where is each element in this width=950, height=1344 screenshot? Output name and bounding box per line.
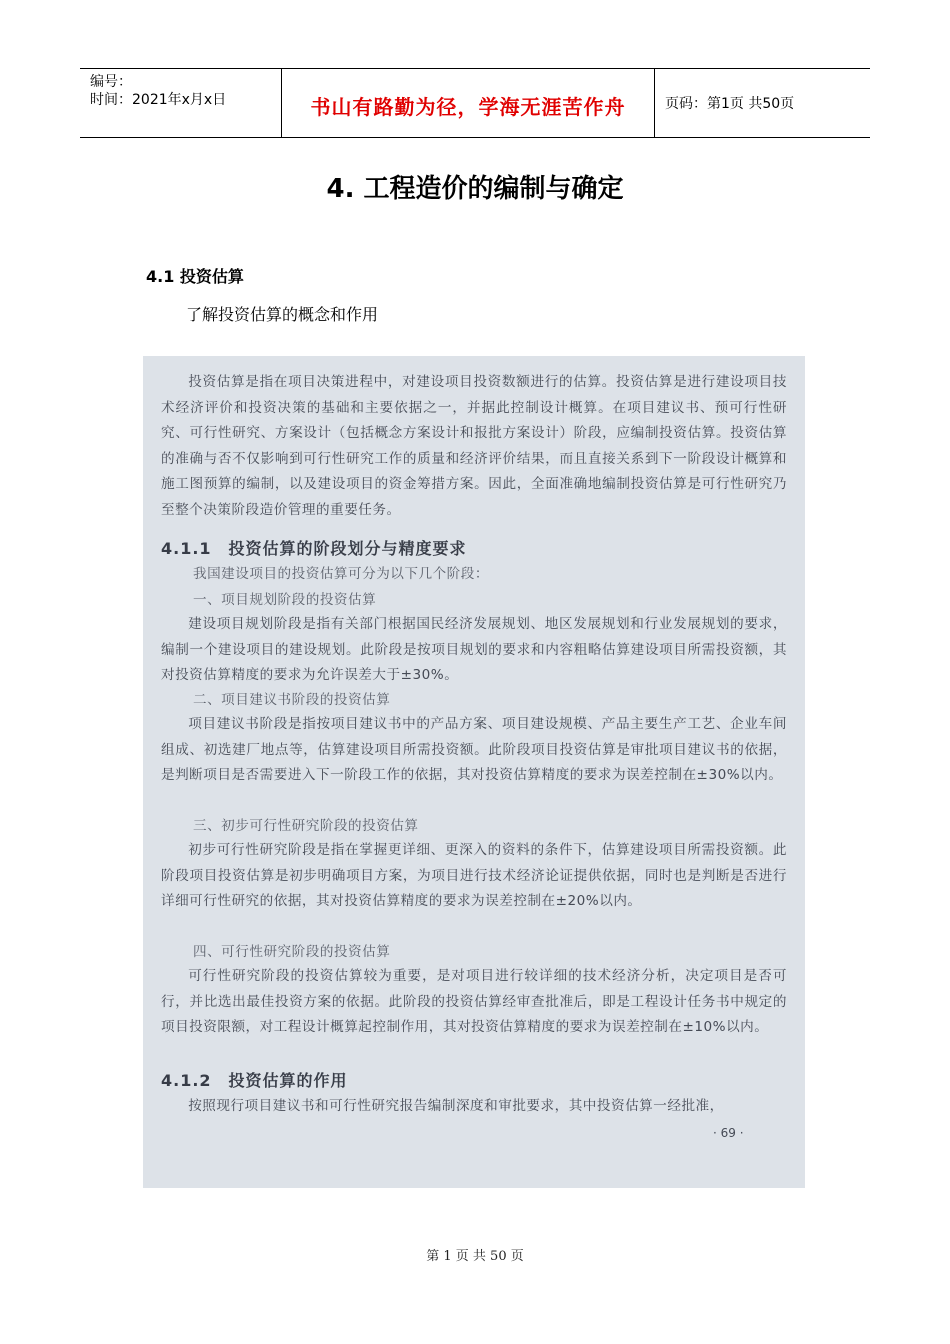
header-info-cell	[80, 69, 282, 137]
closing-text: 按照现行项目建议书和可行性研究报告编制深度和审批要求，其中投资估算一经批准，	[188, 1098, 724, 1114]
intro-paragraph: 投资估算是指在项目决策进程中，对建设项目投资数额进行的估算。投资估算是进行建设项目技术经济评价和投资决策的基础和主要依据之一，并据此控制设计概算。在项目建议书、预可行性研究、可行性研究、方案设计（包括概念方案设计和报批方案设计）阶段，应编制投资估算。投资估算的准确与否不仅影响到可行性研究工作的质量和经济评价结果，而且直接关系到下一阶段设计概算和施工图预算的编制，以及建设项目的资金筹措方案。因此，全面准确地编制投资估算是可行性研究乃至整个决策阶段造价管理的重要任务。	[161, 374, 787, 518]
scanned-page-image	[143, 356, 805, 1188]
section-subheading: 了解投资估算的概念和作用	[186, 305, 379, 324]
page-header	[80, 68, 870, 138]
stage-2-title: 二、项目建议书阶段的投资估算	[193, 692, 391, 708]
stage-3-title: 三、初步可行性研究阶段的投资估算	[193, 818, 419, 834]
stage-4-text: 可行性研究阶段的投资估算较为重要，是对项目进行较详细的技术经济分析，决定项目是否可行，并比选出最佳投资方案的依据。此阶段的投资估算经审查批准后，即是工程设计任务书中规定的项目投资限额，对工程设计概算起控制作用，其对投资估算精度的要求为误差控制在±10%以内。	[161, 968, 787, 1035]
stages-intro: 我国建设项目的投资估算可分为以下几个阶段：	[193, 566, 489, 582]
heading-4-1-1: 4.1.1 投资估算的阶段划分与精度要求	[161, 539, 467, 558]
header-motto-cell	[282, 69, 655, 137]
scan-page-number: · 69 ·	[713, 1126, 744, 1140]
stage-1-title: 一、项目规划阶段的投资估算	[193, 592, 377, 608]
stage-3-text: 初步可行性研究阶段是指在掌握更详细、更深入的资料的条件下，估算建设项目所需投资额。此阶段项目投资估算是初步明确项目方案，为项目进行技术经济论证提供依据，同时也是判断是否进行详细可行性研究的依据，其对投资估算精度的要求为误差控制在±20%以内。	[161, 842, 787, 909]
section-heading: 4.1 投资估算	[146, 267, 244, 286]
document-time-label: 时间：2021年x月x日	[90, 92, 227, 108]
stage-2-text: 项目建议书阶段是指按项目建议书中的产品方案、项目建设规模、产品主要生产工艺、企业车间组成、初选建厂地点等，估算建设项目所需投资额。此阶段项目投资估算是审批项目建议书的依据，是判断项目是否需要进入下一阶段工作的依据，其对投资估算精度的要求为误差控制在±30%以内。	[161, 716, 787, 783]
document-number-label: 编号：	[90, 74, 132, 90]
page-footer: 第 1 页 共 50 页	[426, 1249, 524, 1264]
document-title: 4. 工程造价的编制与确定	[326, 174, 624, 204]
stage-4-title: 四、可行性研究阶段的投资估算	[193, 944, 391, 960]
header-motto: 书山有路勤为径，学海无涯苦作舟	[310, 95, 626, 119]
header-page-cell	[655, 69, 870, 137]
stage-1-text: 建设项目规划阶段是指有关部门根据国民经济发展规划、地区发展规划和行业发展规划的要求，编制一个建设项目的建设规划。此阶段是按项目规划的要求和内容粗略估算建设项目所需投资额，其对投资估算精度的要求为允许误差大于±30%。	[161, 616, 787, 683]
heading-4-1-2: 4.1.2 投资估算的作用	[161, 1071, 348, 1090]
header-page-info: 页码：第1页 共50页	[665, 96, 795, 112]
